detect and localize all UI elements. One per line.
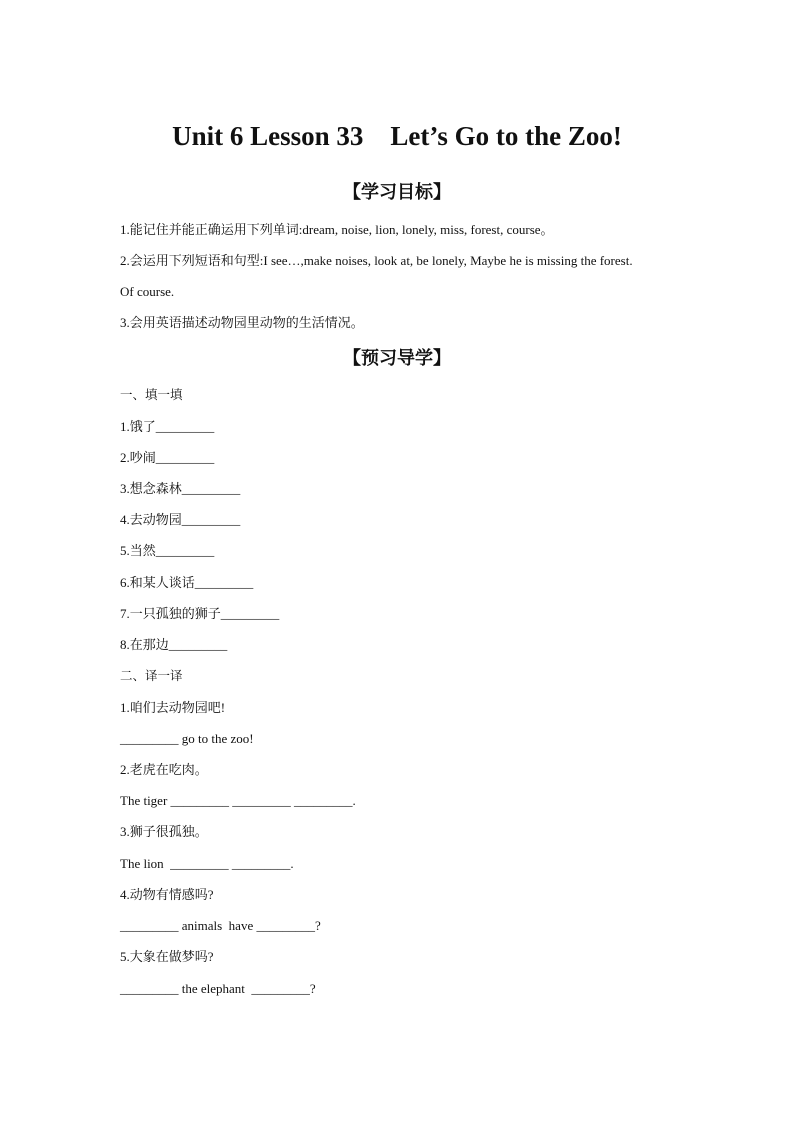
fill-in-item-2: 2.吵闹_________ <box>120 450 215 465</box>
fill-in-label: 一、填一填 <box>120 387 183 402</box>
objective-item-3: 3.会用英语描述动物园里动物的生活情况。 <box>120 315 364 330</box>
translate-answer-2: The tiger _________ _________ _________. <box>120 793 356 808</box>
fill-in-item-1: 1.饿了_________ <box>120 419 215 434</box>
translate-answer-3: The lion _________ _________. <box>120 856 294 871</box>
translate-label: 二、译一译 <box>120 668 183 683</box>
translate-prompt-3: 3.狮子很孤独。 <box>120 824 208 839</box>
fill-in-item-4: 4.去动物园_________ <box>120 512 241 527</box>
translate-prompt-1: 1.咱们去动物园吧! <box>120 700 226 715</box>
fill-in-item-5: 5.当然_________ <box>120 543 215 558</box>
translate-prompt-4: 4.动物有情感吗? <box>120 887 214 902</box>
fill-in-item-7: 7.一只孤独的狮子_________ <box>120 606 280 621</box>
objective-item-1: 1.能记住并能正确运用下列单词:dream, noise, lion, lonely, miss, forest, course。 <box>120 222 554 237</box>
translate-prompt-5: 5.大象在做梦吗? <box>120 949 214 964</box>
page-title: Unit 6 Lesson 33 Let’s Go to the Zoo! <box>172 121 622 151</box>
fill-in-item-6: 6.和某人谈话_________ <box>120 575 254 590</box>
fill-in-item-8: 8.在那边_________ <box>120 637 228 652</box>
preview-heading: 【预习导学】 <box>343 348 451 369</box>
objective-item-2-continued: Of course. <box>120 284 175 299</box>
translate-prompt-2: 2.老虎在吃肉。 <box>120 762 208 777</box>
fill-in-item-3: 3.想念森林_________ <box>120 481 241 496</box>
objectives-heading: 【学习目标】 <box>343 182 451 203</box>
translate-answer-4: _________ animals have _________? <box>120 918 321 933</box>
objective-item-2: 2.会运用下列短语和句型:I see…,make noises, look at, be lonely, Maybe he is missing the forest. <box>120 253 633 268</box>
translate-answer-5: _________ the elephant _________? <box>120 981 316 996</box>
translate-answer-1: _________ go to the zoo! <box>120 731 254 746</box>
